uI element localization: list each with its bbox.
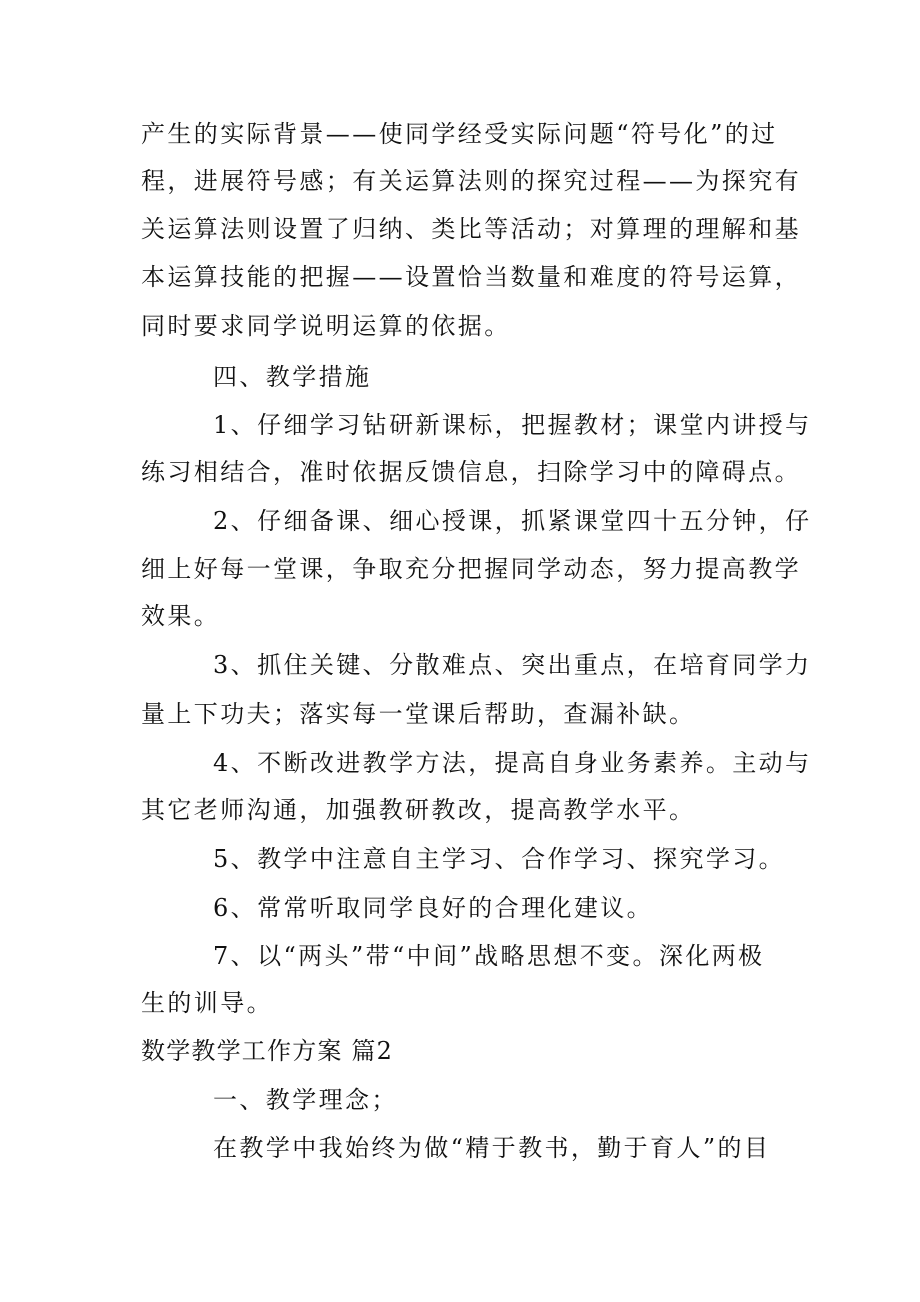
text-line: 量上下功夫；落实每一堂课后帮助，查漏补缺。	[141, 700, 696, 728]
text-line: 细上好每一堂课，争取充分把握同学动态，努力提高教学	[141, 555, 801, 583]
paragraph-line: 5、教学中注意自主学习、合作学习、探究学习。	[213, 845, 786, 873]
paragraph-line: 4、不断改进教学方法，提高自身业务素养。主动与	[213, 749, 812, 777]
section-title: 数学教学工作方案 篇2	[141, 1037, 394, 1065]
section-heading: 四、教学措施	[213, 363, 372, 391]
text-line: 本运算技能的把握——设置恰当数量和难度的符号运算，	[141, 263, 801, 291]
text-line: 产生的实际背景——使同学经受实际问题“符号化”的过	[141, 120, 778, 148]
text-line: 生的训导。	[141, 989, 273, 1017]
paragraph-line: 2、仔细备课、细心授课，抓紧课堂四十五分钟，仔	[213, 507, 812, 535]
text-line: 效果。	[141, 602, 221, 630]
paragraph-line: 1、仔细学习钻研新课标，把握教材；课堂内讲授与	[213, 411, 812, 439]
text-line: 同时要求同学说明运算的依据。	[141, 312, 511, 340]
text-line: 程，进展符号感；有关运算法则的探究过程——为探究有	[141, 167, 801, 195]
paragraph-line: 7、以“两头”带“中间”战略思想不变。深化两极	[213, 942, 765, 970]
text-line: 关运算法则设置了归纳、类比等活动；对算理的理解和基	[141, 215, 801, 243]
paragraph-line: 3、抓住关键、分散难点、突出重点，在培育同学力	[213, 651, 812, 679]
section-heading: 一、教学理念；	[213, 1086, 398, 1114]
text-line: 其它老师沟通，加强教研教改，提高教学水平。	[141, 796, 696, 824]
text-line: 练习相结合，准时依据反馈信息，扫除学习中的障碍点。	[141, 458, 801, 486]
paragraph-line: 在教学中我始终为做“精于教书，勤于育人”的目	[213, 1134, 771, 1162]
paragraph-line: 6、常常听取同学良好的合理化建议。	[213, 894, 654, 922]
